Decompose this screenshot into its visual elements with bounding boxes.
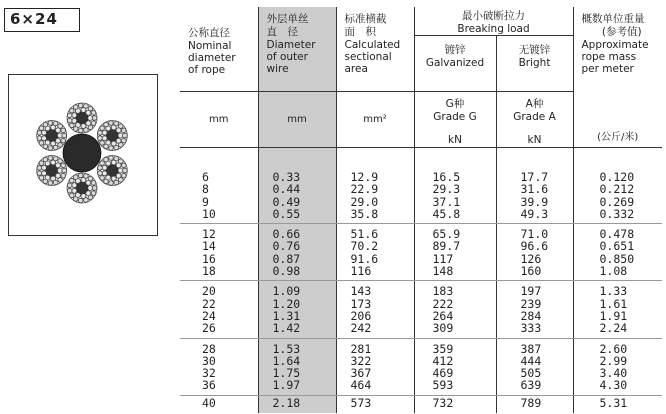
rope-wire [37, 171, 42, 176]
rope-wire [102, 165, 107, 170]
cell-area: 29.0 [350, 194, 379, 209]
rope-cross-section-diagram [8, 74, 158, 236]
rope-wire [118, 143, 123, 148]
cell-area: 91.6 [350, 251, 379, 266]
cell-galvanized: 264 [432, 308, 454, 323]
rope-wire [67, 118, 72, 123]
header-mass-en-3: per meter [581, 63, 634, 75]
cell-outer-wire: 0.55 [272, 206, 301, 221]
rope-wire [48, 156, 53, 161]
cell-outer-wire: 0.66 [272, 227, 301, 242]
rope-wire [78, 198, 83, 203]
header-nominal-diameter [180, 7, 258, 92]
cell-area: 206 [350, 308, 372, 323]
cell-outer-wire: 0.33 [272, 170, 301, 184]
cell-bright: 789 [496, 395, 573, 413]
header-nominal-diameter-en-3: of rope [188, 64, 226, 76]
rope-wire [122, 128, 127, 133]
group-3-diameter [180, 281, 258, 338]
cell-galvanized: 45.8 [432, 206, 461, 221]
group-4-mass [573, 338, 662, 395]
cell-bright: 505 [520, 366, 542, 381]
header-mass-en-1: Approximate [581, 39, 649, 51]
cell-bright: 39.9 [520, 194, 549, 209]
data-group-1 [180, 167, 662, 224]
header-nominal-diameter-en-1: Nominal [188, 40, 232, 52]
rope-wire [118, 178, 123, 183]
rope-wire [70, 178, 75, 183]
rope-wire [72, 118, 77, 123]
cell-bright: 387 [520, 341, 542, 356]
cell-area: 12.9 [350, 170, 379, 184]
cell-galvanized: 732 [414, 395, 496, 413]
cell-mass: 2.60 [599, 341, 628, 356]
rope-wire [43, 144, 48, 149]
cell-outer-wire: 1.31 [272, 308, 301, 323]
cell-bright: 639 [520, 378, 542, 393]
rope-wire [88, 176, 93, 181]
cell-bright: 197 [520, 284, 542, 299]
rope-wire [62, 168, 67, 173]
rope-wire [91, 111, 96, 116]
header-galvanized [414, 36, 496, 92]
cell-diameter: 40 [202, 395, 216, 410]
rope-wire [41, 130, 46, 135]
rope-wire [53, 156, 58, 161]
rope-wire [109, 156, 114, 161]
cell-mass: 1.08 [599, 264, 628, 279]
rope-wire [118, 159, 123, 164]
header-sectional-area [336, 7, 414, 92]
rope-wire [98, 171, 103, 176]
rope-fibre-core [63, 134, 101, 172]
cell-area: 35.8 [350, 206, 379, 221]
group-3-outer-wire [258, 281, 336, 338]
rope-wire [98, 131, 103, 136]
rope-wire [102, 136, 107, 141]
header-outer-wire-en-2: of outer [266, 51, 308, 63]
unit-bright: kN [527, 134, 542, 146]
cell-galvanized: 117 [432, 251, 454, 266]
rope-wire [102, 130, 107, 135]
rope-wire [98, 136, 103, 141]
cell-area: 173 [350, 296, 372, 311]
rope-wire [98, 166, 103, 171]
rope-wire [48, 146, 53, 151]
rope-wire [72, 113, 77, 118]
header-nominal-diameter-zh: 公称直径 [188, 27, 230, 39]
group-3-galvanized [414, 281, 496, 338]
rope-wire [70, 123, 75, 128]
group-2-bright [496, 224, 573, 281]
cell-galvanized: 412 [432, 353, 454, 368]
cell-mass: 0.651 [599, 239, 635, 254]
cell-mass: 0.478 [599, 227, 635, 242]
rope-wire [37, 166, 42, 171]
cell-galvanized: 309 [432, 321, 454, 336]
rope-wire [53, 145, 58, 150]
rope-wire [41, 171, 46, 176]
cell-area: 116 [350, 264, 372, 279]
rope-wire [84, 104, 89, 109]
cell-area: 367 [350, 366, 372, 381]
rope-wire [61, 163, 66, 168]
cell-area: 143 [350, 284, 372, 299]
header-sectional-area-en-2: sectional [344, 51, 392, 63]
cell-diameter: 9 [202, 194, 209, 209]
group-1-bright [496, 167, 573, 224]
rope-wire [41, 136, 46, 141]
group-1-mass [573, 167, 662, 224]
rope-wire [39, 141, 44, 146]
unit-outer-wire: mm [258, 92, 336, 148]
rope-wire [43, 179, 48, 184]
header-bright-zh: 无镀锌 [518, 44, 551, 56]
rope-wire [53, 180, 58, 185]
cell-bright: 31.6 [520, 182, 549, 197]
rope-wire [114, 121, 119, 126]
cell-area: 281 [350, 341, 372, 356]
header-mass-en-2: rope mass [581, 51, 637, 63]
cell-galvanized: 469 [432, 366, 454, 381]
cell-mass: 1.61 [599, 296, 628, 311]
cell-diameter: 36 [202, 378, 216, 393]
rope-wire [123, 133, 128, 138]
cell-galvanized: 222 [432, 296, 454, 311]
header-mass [573, 7, 662, 148]
rope-wire [104, 157, 109, 162]
cell-diameter: 16 [202, 251, 216, 266]
header-sectional-area-en-3: area [344, 63, 368, 75]
cell-galvanized: 183 [432, 284, 454, 299]
rope-wire [62, 133, 67, 138]
header-outer-wire [258, 7, 336, 92]
cell-area: 242 [350, 321, 372, 336]
header-outer-wire-zh-2: 直 径 [266, 26, 298, 38]
cell-mass: 2.24 [599, 321, 628, 336]
rope-wire [61, 128, 66, 133]
data-group-4 [180, 338, 662, 395]
group-1-diameter [180, 167, 258, 224]
header-sectional-area-zh-2: 面 积 [344, 26, 376, 38]
header-mass-zh-1: 概数单位重量 [581, 13, 645, 25]
cell-bright: 160 [520, 264, 542, 279]
rope-wire [104, 179, 109, 184]
cell-area: 51.6 [350, 227, 379, 242]
rope-wire [118, 124, 123, 129]
group-4-galvanized [414, 338, 496, 395]
group-4-area [336, 338, 414, 395]
cell-diameter: 18 [202, 264, 216, 279]
header-bright-en: Bright [518, 57, 551, 69]
header-sectional-area-en-1: Calculated [344, 39, 401, 51]
data-row-last [180, 395, 662, 413]
cell-outer-wire: 2.18 [258, 395, 336, 413]
rope-wire [61, 138, 66, 143]
rope-wire [78, 128, 83, 133]
cell-mass: 0.332 [599, 206, 635, 221]
cell-diameter: 6 [202, 170, 209, 184]
rope-wire [114, 156, 119, 161]
cell-outer-wire: 1.09 [272, 284, 301, 299]
rope-wire [122, 173, 127, 178]
header-grade-g-en: Grade G [433, 111, 477, 123]
cell-diameter: 22 [202, 296, 216, 311]
rope-wire [78, 103, 83, 108]
group-1-area [336, 167, 414, 224]
header-grade-a [496, 92, 573, 148]
group-1-outer-wire [258, 167, 336, 224]
rope-wire [73, 175, 78, 180]
rope-wire [104, 122, 109, 127]
cell-diameter: 20 [202, 284, 216, 299]
cell-outer-wire: 1.75 [272, 366, 301, 381]
rope-wire [41, 165, 46, 170]
unit-nominal-diameter: mm [180, 92, 258, 148]
rope-wire [84, 198, 89, 203]
rope-wire [70, 108, 75, 113]
cell-bright: 284 [520, 308, 542, 323]
unit-sectional-area: mm² [336, 92, 414, 148]
rope-wire [73, 127, 78, 132]
cell-mass: 1.33 [599, 284, 628, 299]
cell-bright: 96.6 [520, 239, 549, 254]
rope-wire [73, 197, 78, 202]
group-1-galvanized [414, 167, 496, 224]
cell-area: 573 [336, 395, 414, 413]
cell-outer-wire: 1.97 [272, 378, 301, 393]
rope-wire [84, 128, 89, 133]
header-mass-zh-2: (参考值) [601, 26, 642, 38]
cell-area: 322 [350, 353, 372, 368]
rope-wire [48, 121, 53, 126]
cell-area: 22.9 [350, 182, 379, 197]
header-galvanized-en: Galvanized [425, 57, 485, 69]
cell-outer-wire: 0.76 [272, 239, 301, 254]
cell-bright: 17.7 [520, 170, 549, 184]
rope-spec-title: 6×24 [4, 8, 80, 32]
rope-wire [92, 186, 97, 191]
rope-wire [58, 124, 63, 129]
header-galvanized-zh: 镀锌 [444, 44, 466, 56]
rope-wire [88, 195, 93, 200]
header-outer-wire-en-1: Diameter [266, 39, 316, 51]
header-grade-a-en: Grade A [513, 111, 556, 123]
cell-outer-wire: 0.49 [272, 194, 301, 209]
cell-diameter: 14 [202, 239, 216, 254]
rope-wire [102, 171, 107, 176]
rope-wire [53, 121, 58, 126]
cell-bright: 444 [520, 353, 542, 368]
group-4-bright [496, 338, 573, 395]
cell-galvanized: 359 [432, 341, 454, 356]
rope-wire [37, 131, 42, 136]
rope-cross-section-svg [9, 75, 156, 234]
cell-area: 70.2 [350, 239, 379, 254]
rope-wire [91, 121, 96, 126]
cell-bright: 71.0 [520, 227, 549, 242]
group-2-outer-wire [258, 224, 336, 281]
rope-spec-table [180, 7, 662, 413]
data-group-3 [180, 281, 662, 338]
cell-bright: 333 [520, 321, 542, 336]
rope-wire [48, 181, 53, 186]
cell-outer-wire: 0.44 [272, 182, 301, 197]
rope-wire [109, 181, 114, 186]
data-group-2 [180, 224, 662, 281]
rope-wire [72, 188, 77, 193]
rope-wire [88, 125, 93, 130]
header-grade-g-zh: G种 [445, 98, 465, 110]
cell-mass: 3.40 [599, 366, 628, 381]
rope-wire [88, 106, 93, 111]
header-outer-wire-zh-1: 外层单丝 [266, 13, 309, 25]
rope-wire [70, 193, 75, 198]
cell-mass: 2.99 [599, 353, 628, 368]
rope-wire [67, 188, 72, 193]
rope-wire [100, 176, 105, 181]
cell-outer-wire: 1.42 [272, 321, 301, 336]
group-4-diameter [180, 338, 258, 395]
rope-wire [123, 168, 128, 173]
cell-mass: 0.269 [599, 194, 635, 209]
cell-diameter: 26 [202, 321, 216, 336]
rope-wire [109, 121, 114, 126]
rope-wire [91, 191, 96, 196]
cell-diameter: 28 [202, 341, 216, 356]
cell-bright: 126 [520, 251, 542, 266]
cell-mass: 5.31 [573, 395, 662, 413]
cell-outer-wire: 1.64 [272, 353, 301, 368]
cell-galvanized: 593 [432, 378, 454, 393]
cell-bright: 49.3 [520, 206, 549, 221]
cell-outer-wire: 1.53 [272, 341, 301, 356]
header-breaking-load-en: Breaking load [457, 23, 530, 35]
rope-wire [114, 180, 119, 185]
rope-wire [73, 105, 78, 110]
rope-wire [109, 146, 114, 151]
cell-area: 464 [350, 378, 372, 393]
rope-wire [78, 173, 83, 178]
cell-galvanized: 16.5 [432, 170, 461, 184]
rope-wire [92, 116, 97, 121]
unit-mass: (公斤/米) [573, 128, 662, 148]
cell-diameter: 24 [202, 308, 216, 323]
cell-diameter: 8 [202, 182, 209, 197]
group-2-area [336, 224, 414, 281]
cell-diameter: 12 [202, 227, 216, 242]
group-2-mass [573, 224, 662, 281]
group-3-bright [496, 281, 573, 338]
header-outer-wire-en-3: wire [266, 63, 289, 75]
rope-wire [91, 181, 96, 186]
rope-wire [58, 143, 63, 148]
rope-wire [122, 138, 127, 143]
cell-mass: 4.30 [599, 378, 628, 393]
group-3-area [336, 281, 414, 338]
cell-diameter: 30 [202, 353, 216, 368]
rope-wire [58, 178, 63, 183]
cell-galvanized: 29.3 [432, 182, 461, 197]
rope-wire [100, 126, 105, 131]
rope-wire [39, 176, 44, 181]
header-nominal-diameter-en-2: diameter [188, 52, 236, 64]
rope-wire [58, 159, 63, 164]
header-breaking-load-zh: 最小破断拉力 [462, 10, 525, 22]
cell-outer-wire: 0.98 [272, 264, 301, 279]
header-breaking-load [414, 7, 573, 36]
rope-wire [43, 157, 48, 162]
rope-wire [67, 113, 72, 118]
rope-wire [100, 141, 105, 146]
cell-outer-wire: 1.20 [272, 296, 301, 311]
rope-wire [114, 145, 119, 150]
rope-wire [61, 173, 66, 178]
rope-wire [43, 122, 48, 127]
cell-galvanized: 89.7 [432, 239, 461, 254]
cell-diameter: 10 [202, 206, 216, 221]
cell-mass: 0.120 [599, 170, 635, 184]
header-grade-g [414, 92, 496, 148]
rope-wire [104, 144, 109, 149]
cell-diameter: 32 [202, 366, 216, 381]
group-2-galvanized [414, 224, 496, 281]
rope-wire [67, 183, 72, 188]
group-4-outer-wire [258, 338, 336, 395]
rope-wire [39, 126, 44, 131]
cell-mass: 0.850 [599, 251, 635, 266]
header-bright [496, 36, 573, 92]
cell-galvanized: 148 [432, 264, 454, 279]
header-grade-a-zh: A种 [525, 98, 544, 110]
group-2-diameter [180, 224, 258, 281]
rope-wire [100, 161, 105, 166]
unit-galvanized: kN [448, 134, 462, 146]
rope-wire [37, 136, 42, 141]
header-sectional-area-zh-1: 标准横截 [344, 13, 387, 25]
cell-galvanized: 65.9 [432, 227, 461, 242]
cell-outer-wire: 0.87 [272, 251, 301, 266]
cell-galvanized: 37.1 [432, 194, 461, 209]
cell-bright: 239 [520, 296, 542, 311]
rope-wire [72, 183, 77, 188]
group-3-mass [573, 281, 662, 338]
cell-mass: 0.212 [599, 182, 635, 197]
rope-wire [84, 174, 89, 179]
rope-wire [122, 163, 127, 168]
rope-wire [39, 161, 44, 166]
cell-mass: 1.91 [599, 308, 628, 323]
